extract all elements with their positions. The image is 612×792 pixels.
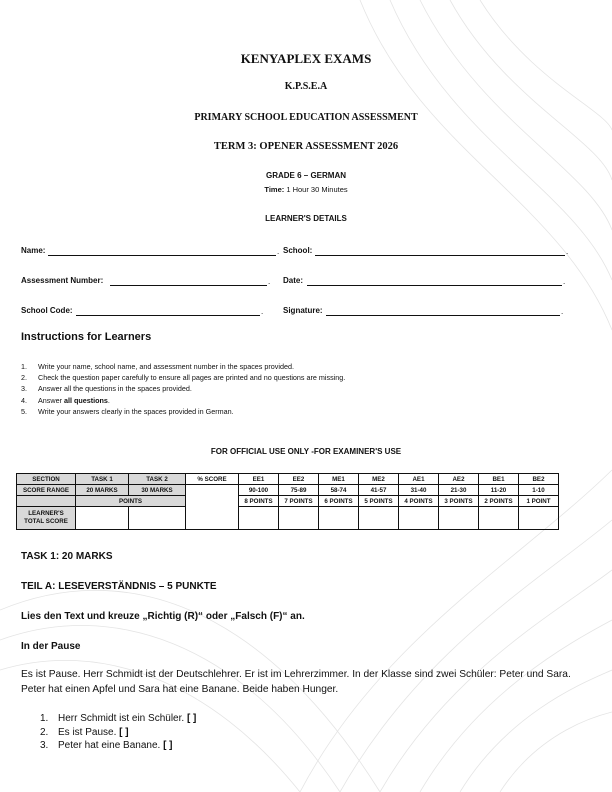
ae2-header: AE2 <box>439 474 479 485</box>
me2-range: 41-57 <box>359 485 399 496</box>
term-title: TERM 3: OPENER ASSESSMENT 2026 <box>213 141 399 152</box>
points-label: POINTS <box>76 496 186 507</box>
learner-total-line1: LEARNER'S <box>28 510 64 517</box>
reading-text-title: In der Pause <box>21 641 81 652</box>
learner-total-row <box>17 507 559 530</box>
instruction-number: 1. <box>21 362 27 371</box>
task2-header: TASK 2 <box>129 474 186 485</box>
part-heading: TEIL A: LESEVERSTÄNDNIS – 5 PUNKTE <box>21 581 217 592</box>
ae2-range: 21-30 <box>439 485 479 496</box>
date-label: Date: <box>283 276 304 285</box>
name-terminator: . <box>277 247 280 256</box>
be1-points: 2 POINTS <box>479 496 519 507</box>
reading-text-paragraph: Es ist Pause. Herr Schmidt ist der Deutschlehrer. Er ist im Lehrerzimmer. In der Klasse sind zwei Schüler: Peter und Sara. Peter hat einen Apfel und Sara hat eine Banane. Beide haben Hunger. <box>21 669 571 695</box>
score-table <box>16 473 559 530</box>
be1-range: 11-20 <box>479 485 519 496</box>
instruction-text-post: . <box>107 395 110 405</box>
instruction-text: Write your answers clearly in the spaces provided in German. <box>38 406 234 416</box>
board-title: K.P.S.E.A <box>284 81 328 92</box>
points-blank-cell <box>17 496 76 507</box>
ae1-score-cell[interactable] <box>399 507 439 530</box>
question-number: 3. <box>40 740 49 751</box>
task2-score-cell[interactable] <box>129 507 186 530</box>
school-terminator: . <box>566 247 569 256</box>
task-instruction: Lies den Text und kreuze „Richtig (R)“ oder „Falsch (F)“ an. <box>21 611 305 622</box>
instruction-text-bold: all questions <box>63 395 108 405</box>
ee2-score-cell[interactable] <box>279 507 319 530</box>
ae2-points: 3 POINTS <box>439 496 479 507</box>
question-text: Peter hat eine Banane. <box>58 740 164 751</box>
me1-range: 58-74 <box>319 485 359 496</box>
instruction-text-pre: Answer <box>38 395 64 405</box>
question-number: 1. <box>40 713 49 724</box>
task1-marks: 20 MARKS <box>76 485 129 496</box>
answer-box[interactable]: [ ] <box>186 713 197 724</box>
me2-header: ME2 <box>359 474 399 485</box>
instructions-title: Instructions for Learners <box>21 331 152 343</box>
date-terminator: . <box>563 277 566 286</box>
score-range-row <box>17 485 559 496</box>
instruction-item <box>21 383 345 394</box>
ae1-header: AE1 <box>399 474 439 485</box>
learner-total-line2: TOTAL SCORE <box>24 518 68 525</box>
question-text: Herr Schmidt ist ein Schüler. <box>58 713 187 724</box>
instruction-number: 2. <box>21 373 27 383</box>
time-allowed <box>0 185 612 194</box>
task1-header: TASK 1 <box>76 474 129 485</box>
score-table-header-row <box>17 474 559 485</box>
assessment-title: PRIMARY SCHOOL EDUCATION ASSESSMENT <box>194 112 418 123</box>
ae1-range: 31-40 <box>399 485 439 496</box>
school-field[interactable] <box>315 255 565 256</box>
me1-points: 6 POINTS <box>319 496 359 507</box>
learner-details-heading: LEARNER'S DETAILS <box>265 214 347 223</box>
ee1-range: 90-100 <box>239 485 279 496</box>
question-item <box>40 712 196 726</box>
question-number: 2. <box>40 726 49 738</box>
me2-score-cell[interactable] <box>359 507 399 530</box>
question-item <box>40 739 196 753</box>
me1-header: ME1 <box>319 474 359 485</box>
org-title: KENYAPLEX EXAMS <box>240 51 372 66</box>
name-field[interactable] <box>48 255 276 256</box>
ee1-points: 8 POINTS <box>239 496 279 507</box>
instruction-item <box>21 361 345 372</box>
question-list <box>40 712 196 753</box>
instruction-number: 4. <box>21 395 27 405</box>
task2-marks: 30 MARKS <box>129 485 186 496</box>
answer-box[interactable]: [ ] <box>163 740 173 751</box>
instruction-item <box>21 372 345 383</box>
task1-score-cell[interactable] <box>76 507 129 530</box>
assessment-number-label: Assessment Number: <box>21 276 104 285</box>
me1-score-cell[interactable] <box>319 507 359 530</box>
school-code-label: School Code: <box>21 306 73 315</box>
ee2-range: 75-89 <box>279 485 319 496</box>
ee2-header: EE2 <box>279 474 319 485</box>
time-value: 1 Hour 30 Minutes <box>284 185 348 194</box>
learner-total-label <box>17 507 76 530</box>
instruction-item <box>21 406 345 417</box>
instruction-text: Write your name, school name, and assessment number in the spaces provided. <box>38 362 294 371</box>
assessment-number-terminator: . <box>268 277 271 286</box>
instruction-item <box>21 395 345 406</box>
ae2-score-cell[interactable] <box>439 507 479 530</box>
signature-field[interactable] <box>326 315 560 316</box>
instruction-text: Check the question paper carefully to ensure all pages are printed and no questions are missing. <box>38 373 346 383</box>
grade-subject: GRADE 6 – GERMAN <box>265 171 346 180</box>
be2-range: 1-10 <box>519 485 559 496</box>
name-label: Name: <box>21 246 46 255</box>
date-field[interactable] <box>307 285 562 286</box>
score-range-label: SCORE RANGE <box>17 485 76 496</box>
official-use-heading: FOR OFFICIAL USE ONLY -FOR EXAMINER'S USE <box>210 447 402 456</box>
percent-score-header: % SCORE <box>186 474 239 485</box>
ee1-score-cell[interactable] <box>239 507 279 530</box>
percent-score-cell[interactable] <box>186 485 239 530</box>
ee2-points: 7 POINTS <box>279 496 319 507</box>
ae1-points: 4 POINTS <box>399 496 439 507</box>
task-heading: TASK 1: 20 MARKS <box>21 551 113 562</box>
school-label: School: <box>283 246 313 255</box>
answer-box[interactable]: [ ] <box>119 726 129 738</box>
me2-points: 5 POINTS <box>359 496 399 507</box>
be2-points: 1 POINT <box>519 496 559 507</box>
be2-header: BE2 <box>519 474 559 485</box>
signature-label: Signature: <box>283 306 323 315</box>
be2-score-cell[interactable] <box>519 507 559 530</box>
section-header: SECTION <box>17 474 76 485</box>
school-code-field[interactable] <box>76 315 260 316</box>
question-item <box>40 726 196 740</box>
be1-score-cell[interactable] <box>479 507 519 530</box>
assessment-number-field[interactable] <box>110 285 267 286</box>
instructions-list <box>21 361 345 417</box>
instruction-text: Answer all the questions in the spaces provided. <box>38 384 192 394</box>
points-row <box>17 496 559 507</box>
instruction-text <box>38 395 110 406</box>
question-text: Es ist Pause. <box>58 726 120 738</box>
instruction-number: 3. <box>21 384 27 394</box>
school-code-terminator: . <box>261 307 264 316</box>
signature-terminator: . <box>561 307 564 316</box>
ee1-header: EE1 <box>239 474 279 485</box>
be1-header: BE1 <box>479 474 519 485</box>
time-label: Time: <box>264 185 285 194</box>
instruction-number: 5. <box>21 406 27 416</box>
